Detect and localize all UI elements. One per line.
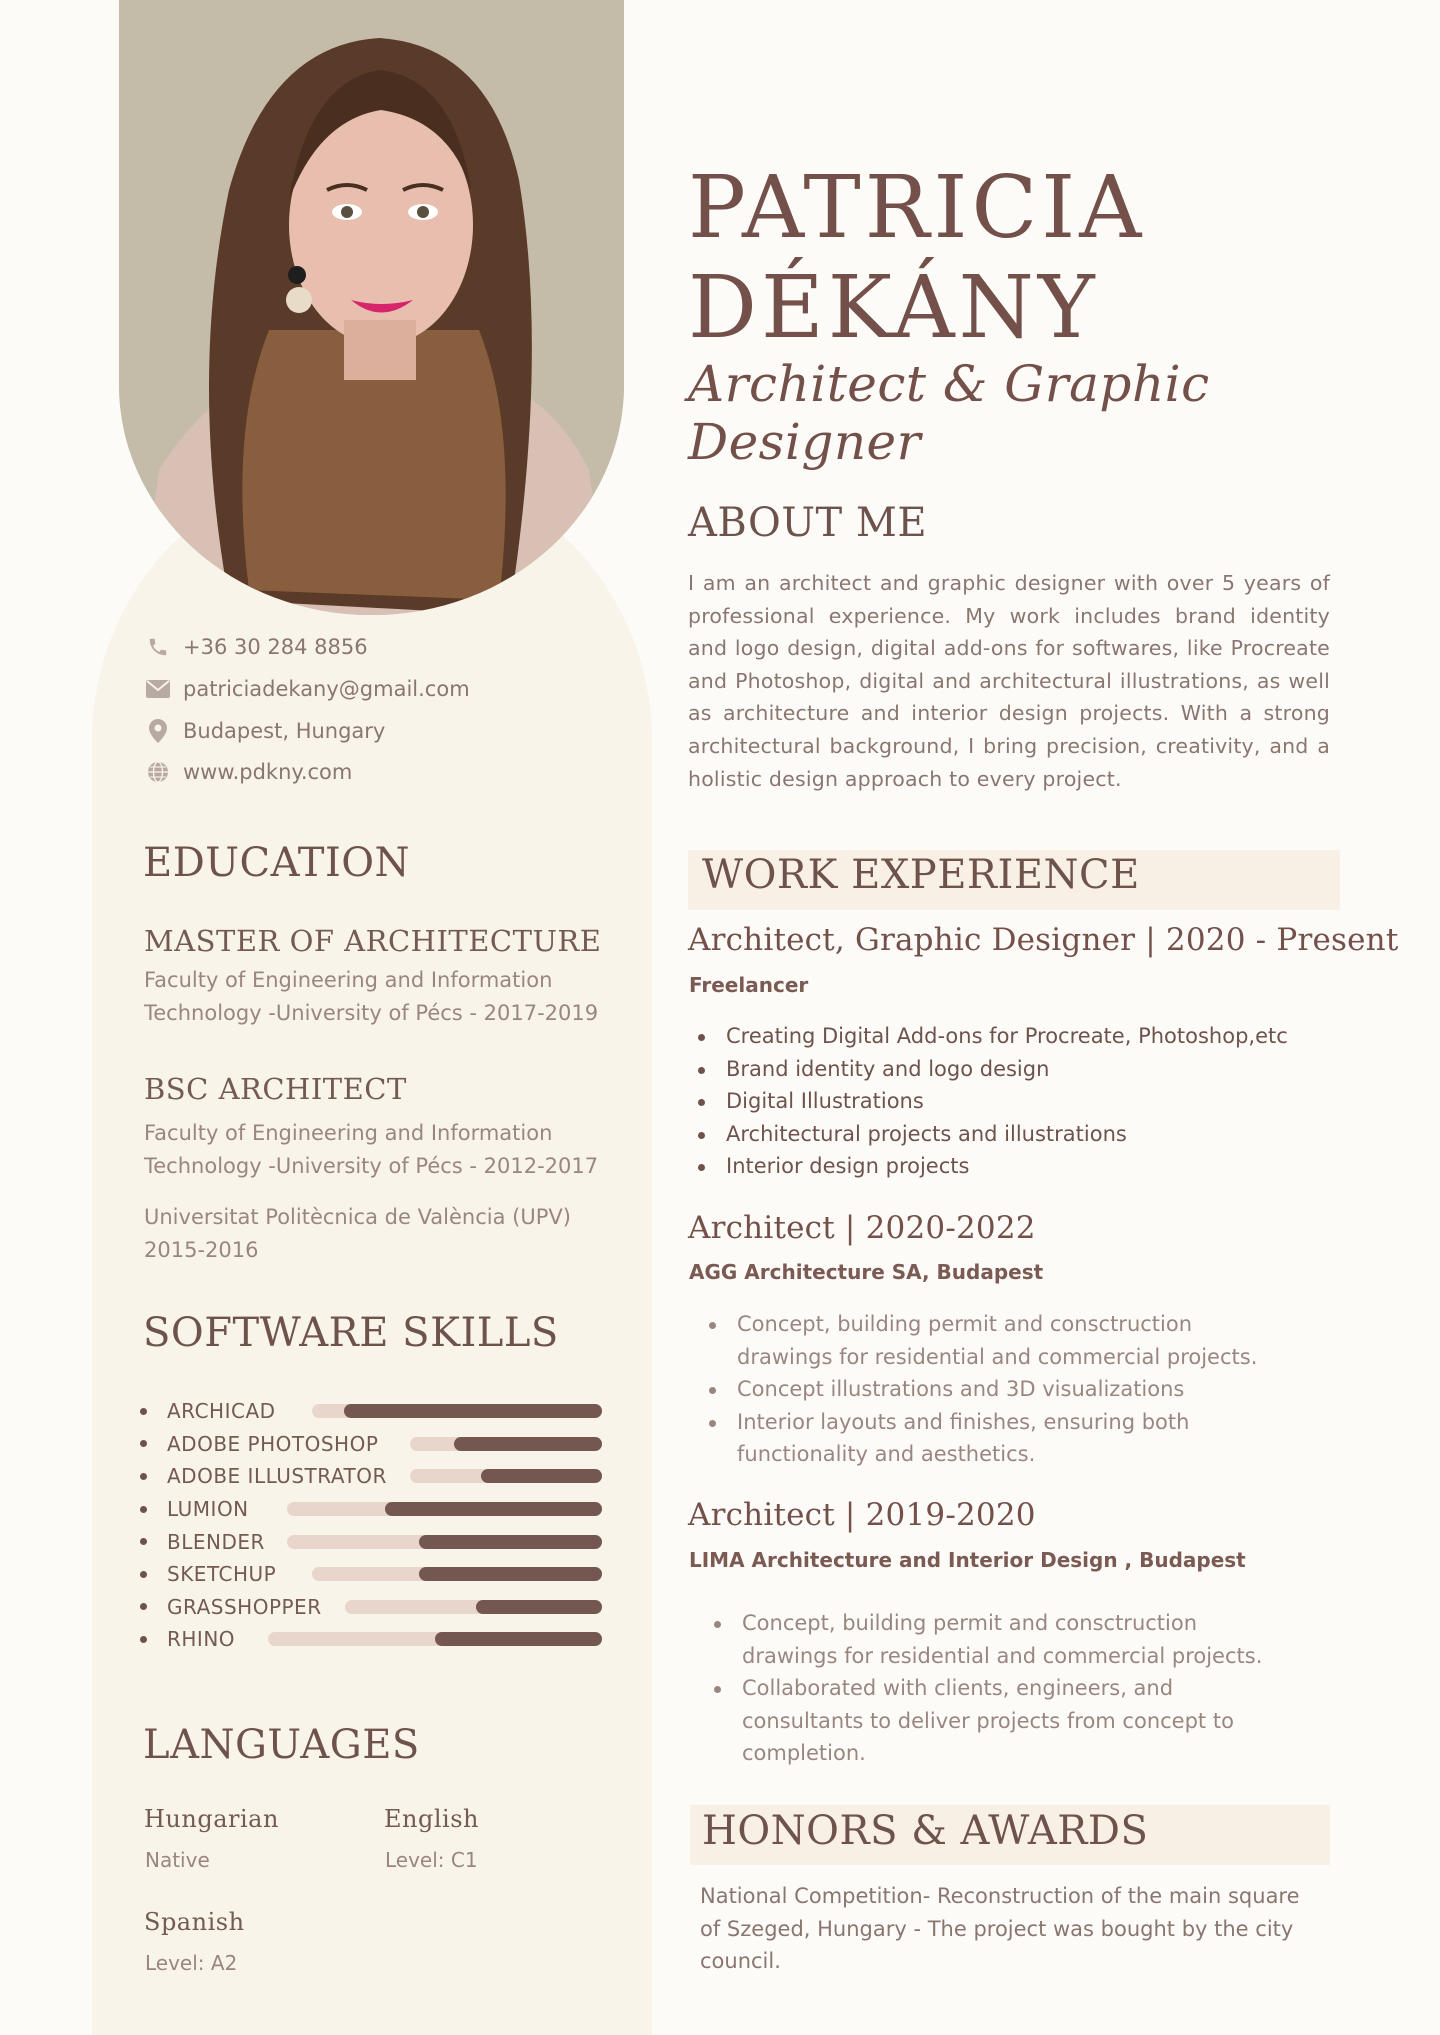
location-pin-icon xyxy=(145,718,171,744)
job-tagline: Architect & Graphic Designer xyxy=(688,355,1210,471)
list-item: Interior design projects xyxy=(690,1150,1340,1183)
skill-label: SKETCHUP xyxy=(167,1562,277,1587)
language-name: Hungarian xyxy=(144,1805,279,1833)
skill-bar xyxy=(312,1404,602,1418)
education-exchange: Universitat Politècnica de València (UPV) 2015-2016 xyxy=(144,1205,571,1262)
job-title: Architect | 2019-2020 xyxy=(688,1497,1036,1533)
job-company: AGG Architecture SA, Budapest xyxy=(689,1260,1044,1284)
language-name: English xyxy=(384,1805,479,1833)
language-level: Level: A2 xyxy=(145,1951,238,1975)
language-name: Spanish xyxy=(144,1908,245,1936)
bullet xyxy=(140,1408,147,1415)
language-level: Level: C1 xyxy=(385,1848,478,1872)
phone-icon xyxy=(145,634,171,660)
list-item: Concept, building permit and consctruction drawings for residential and commercial projects. xyxy=(701,1308,1291,1373)
skill-bar-fill xyxy=(454,1437,602,1451)
skills-list xyxy=(140,1395,610,1656)
list-item: Interior layouts and finishes, ensuring both functionality and aesthetics. xyxy=(701,1406,1291,1471)
list-item: Concept illustrations and 3D visualizations xyxy=(701,1373,1291,1406)
contact-location xyxy=(145,716,385,746)
skill-label: GRASSHOPPER xyxy=(167,1594,322,1619)
list-item: Creating Digital Add-ons for Procreate, Photoshop,etc xyxy=(690,1020,1340,1053)
skill-label: ADOBE ILLUSTRATOR xyxy=(167,1464,387,1489)
honors-text: National Competition- Reconstruction of the main square of Szeged, Hungary - The project was bought by the city council. xyxy=(700,1884,1300,1974)
skill-item xyxy=(140,1395,610,1428)
skill-bar xyxy=(287,1535,602,1549)
skill-bar-fill xyxy=(344,1404,602,1418)
phone-text: +36 30 284 8856 xyxy=(183,635,368,659)
skill-item xyxy=(140,1493,610,1526)
job-bullets xyxy=(690,1020,1340,1183)
email-text: patriciadekany@gmail.com xyxy=(183,677,470,701)
education-school: Faculty of Engineering and Information Technology -University of Pécs - 2017-2019 xyxy=(144,968,599,1025)
skill-label: BLENDER xyxy=(167,1529,265,1554)
skill-bar xyxy=(410,1437,602,1451)
skill-item xyxy=(140,1460,610,1493)
profile-photo xyxy=(119,0,624,615)
skill-label: RHINO xyxy=(167,1627,236,1652)
skill-item xyxy=(140,1525,610,1558)
bullet xyxy=(140,1440,147,1447)
language-level: Native xyxy=(145,1848,210,1872)
list-item: Architectural projects and illustrations xyxy=(690,1118,1340,1151)
skill-item xyxy=(140,1428,610,1461)
full-name xyxy=(688,158,1145,358)
skill-bar-fill xyxy=(419,1535,602,1549)
bullet xyxy=(140,1506,147,1513)
contact-phone[interactable] xyxy=(145,632,368,662)
website-text: www.pdkny.com xyxy=(183,760,353,784)
bullet xyxy=(140,1636,147,1643)
contact-email[interactable] xyxy=(145,674,470,704)
skill-bar-fill xyxy=(481,1469,602,1483)
skill-item xyxy=(140,1591,610,1624)
skill-bar xyxy=(312,1567,602,1581)
skill-bar-fill xyxy=(435,1632,602,1646)
skill-bar xyxy=(287,1502,602,1516)
skill-bar xyxy=(268,1632,602,1646)
job-title: Architect | 2020-2022 xyxy=(688,1210,1036,1246)
skill-bar-fill xyxy=(419,1567,602,1581)
list-item: Concept, building permit and consctruction drawings for residential and commercial projects. xyxy=(706,1607,1296,1672)
location-text: Budapest, Hungary xyxy=(183,719,386,743)
skill-label: ADOBE PHOTOSHOP xyxy=(167,1431,379,1456)
skill-item xyxy=(140,1558,610,1591)
skill-item xyxy=(140,1623,610,1656)
skill-bar-fill xyxy=(476,1600,602,1614)
education-degree: BSC ARCHITECT xyxy=(144,1072,407,1106)
skill-bar xyxy=(345,1600,602,1614)
skill-bar-fill xyxy=(385,1502,602,1516)
list-item: Brand identity and logo design xyxy=(690,1053,1340,1086)
about-text: I am an architect and graphic designer with over 5 years of professional experience. My work includes brand identity and logo design, digital add-ons for softwares, like Procreate and Photoshop, digital and architectural illustrations, as well as architecture and interior design projects. With a strong architectural background, I bring precision, creativity, and a holistic design approach to every project. xyxy=(688,571,1330,791)
education-degree: MASTER OF ARCHITECTURE xyxy=(144,924,602,958)
job-company: Freelancer xyxy=(689,973,809,997)
bullet xyxy=(140,1571,147,1578)
skill-label: ARCHICAD xyxy=(167,1399,276,1424)
languages-heading: LANGUAGES xyxy=(143,1722,420,1768)
job-company: LIMA Architecture and Interior Design , Budapest xyxy=(689,1548,1246,1572)
education-heading: EDUCATION xyxy=(143,840,411,886)
bullet xyxy=(140,1473,147,1480)
job-title: Architect, Graphic Designer | 2020 - Present xyxy=(688,922,1399,958)
list-item: Digital Illustrations xyxy=(690,1085,1340,1118)
skills-heading: SOFTWARE SKILLS xyxy=(143,1310,559,1356)
honors-heading: HONORS & AWARDS xyxy=(702,1808,1149,1854)
skill-bar xyxy=(410,1469,602,1483)
bullet xyxy=(140,1538,147,1545)
list-item: Collaborated with clients, engineers, and consultants to deliver projects from concept to completion. xyxy=(706,1672,1296,1770)
skill-label: LUMION xyxy=(167,1497,249,1522)
mail-icon xyxy=(145,676,171,702)
bullet xyxy=(140,1603,147,1610)
name-first: PATRICIA xyxy=(688,158,1146,258)
about-heading: ABOUT ME xyxy=(688,500,928,546)
contact-website[interactable] xyxy=(145,757,352,787)
job-bullets xyxy=(701,1308,1291,1471)
name-last: DÉKÁNY xyxy=(688,258,1099,358)
globe-icon xyxy=(145,759,171,785)
work-heading: WORK EXPERIENCE xyxy=(702,852,1140,898)
education-school: Faculty of Engineering and Information Technology -University of Pécs - 2012-2017 xyxy=(144,1121,599,1178)
job-bullets xyxy=(706,1607,1296,1770)
